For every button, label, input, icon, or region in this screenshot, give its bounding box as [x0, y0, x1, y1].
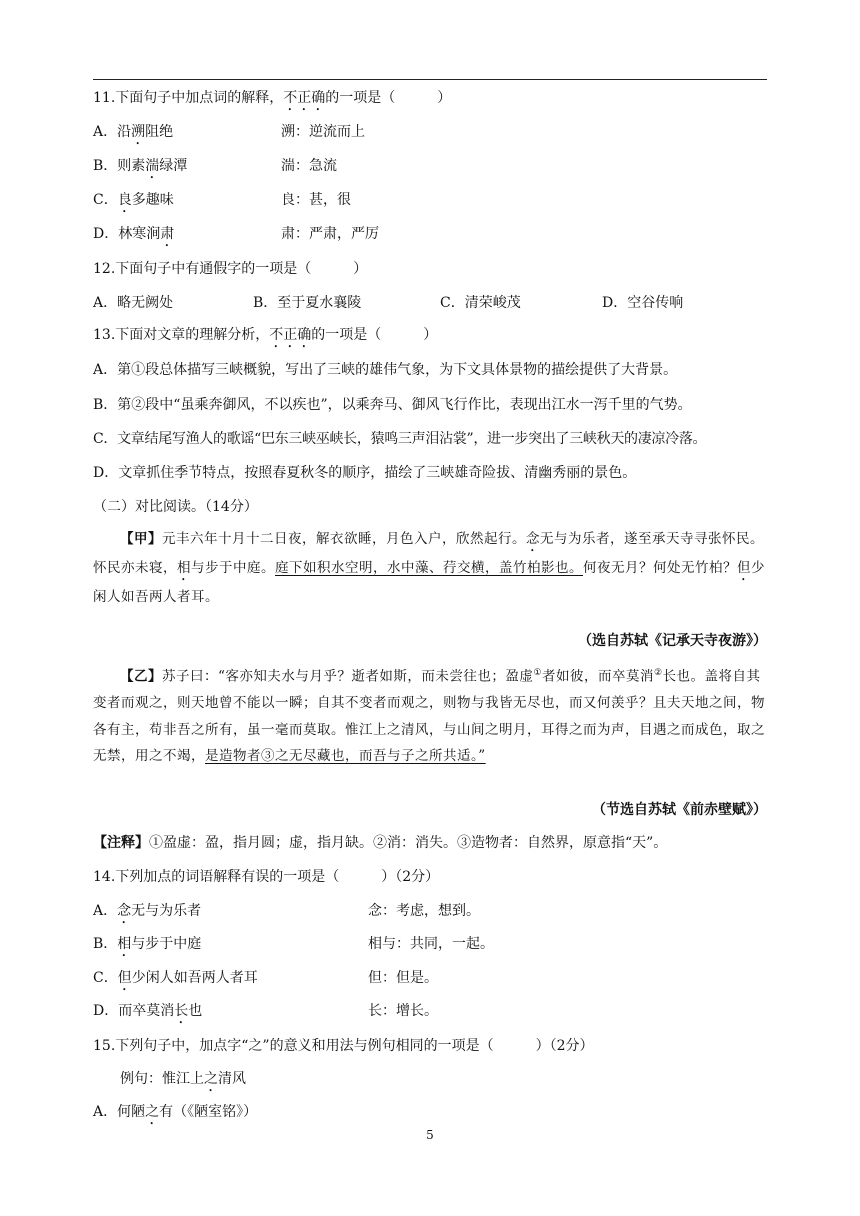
yi-note-1: ①	[533, 668, 542, 678]
q11b-explanation: 湍：急流	[281, 158, 337, 174]
q11-option-d	[93, 224, 593, 244]
q11d-pre: D．林寒涧	[93, 226, 161, 242]
jia-source: （选自苏轼《记承天寺夜游》）	[578, 633, 767, 649]
q14-option-b	[93, 934, 693, 954]
q13-stem-dot-2: 正	[283, 327, 298, 343]
passage-yi	[93, 660, 767, 770]
passage-jia	[93, 526, 767, 611]
q13-stem-dot-1: 不	[269, 327, 284, 343]
q11d-dot: 肃	[160, 226, 175, 242]
q15a-dot: 之	[145, 1104, 160, 1120]
q11a-post: 阻绝	[145, 124, 174, 140]
q11c-pre: C．	[93, 192, 118, 208]
q11a-explanation: 溯：逆流而上	[281, 124, 365, 140]
q11-option-a	[93, 122, 593, 142]
q11-stem-tail: 的一项是（ ）	[325, 90, 452, 106]
q14d-post: 也	[188, 1003, 203, 1019]
q11b-post: 绿潭	[159, 158, 188, 174]
q11a-pre: A．沿	[93, 124, 132, 140]
q14-option-c	[93, 968, 693, 988]
q14c-post: 少闲人如吾两人者耳	[131, 970, 258, 986]
q14b-pre: B．	[93, 936, 118, 952]
jia-text-2: 无与为乐者，遂至承天寺寻张怀民。怀民亦未寝，	[93, 531, 764, 576]
q11-option-b	[93, 156, 593, 176]
q14a-explanation: 念：考虑，想到。	[368, 903, 480, 919]
q14b-explanation: 相与：共同，一起。	[368, 936, 494, 952]
q14c-explanation: 但：但是。	[368, 970, 438, 986]
q15-stem: 15.下列句子中，加点字“之”的意义和用法与例句相同的一项是（ ）（2分）	[93, 1038, 594, 1054]
q14a-dot: 念	[117, 903, 132, 919]
yi-source: （节选自苏轼《前赤壁赋》）	[592, 802, 767, 818]
q11a-dot: 溯	[131, 124, 146, 140]
q15-example-pre: 例句：惟江上	[120, 1071, 204, 1087]
yi-text-3: 长也。盖将自其变者而观之，则天地曾不能以一瞬；自其不变者而观之，则物与我皆无尽也，而又何羡乎？且夫天地之间，物各有主，苟非吾之所有，虽一毫而莫取。惟江上之清风，与山间之明月，耳得之而为声，目遇之而成色，取之无禁，用之不竭，	[93, 668, 765, 764]
jia-tag: 【甲】	[120, 531, 162, 547]
q11-option-c	[93, 190, 593, 210]
q14d-pre: D．而卒莫消	[93, 1003, 175, 1019]
q13-stem	[93, 325, 437, 351]
yi-note-2: ②	[653, 668, 663, 678]
yi-tag: 【乙】	[120, 668, 162, 685]
q11c-explanation: 良：甚，很	[281, 192, 351, 208]
q13-stem-text: 13.下面对文章的理解分析，	[93, 327, 270, 343]
q14c-pre: C．	[93, 970, 118, 986]
q11d-explanation: 肃：严肃，严厉	[281, 226, 379, 242]
q12-options	[93, 293, 767, 313]
q15a-post: 有（《陋室铭》）	[159, 1104, 258, 1120]
q12-option-b: B．至于夏水襄陵	[253, 295, 362, 311]
q14a-pre: A．	[93, 903, 118, 919]
q13-stem-dot-3: 确	[297, 327, 312, 343]
q15-example	[120, 1069, 246, 1095]
q14a-post: 无与为乐者	[131, 903, 202, 919]
q13-option-a: A．第①段总体描写三峡概貌，写出了三峡的雄伟气象，为下文具体景物的描绘提供了大背景。	[93, 362, 678, 378]
jia-dot-xiang: 相	[177, 560, 191, 576]
q12-option-c: C．清荣峻茂	[440, 295, 521, 311]
q14-option-d	[93, 1001, 693, 1021]
q15-option-a	[93, 1102, 257, 1128]
jia-text-4: 何夜无月？何处无竹柏？	[583, 560, 737, 576]
q15-example-post: 清风	[218, 1071, 246, 1087]
q12-option-d: D．空谷传响	[602, 295, 684, 311]
jia-text-3: 与步于中庭。	[191, 560, 275, 576]
annotation-note	[93, 833, 667, 853]
q14b-dot: 相	[117, 936, 132, 952]
q11-stem-dot-2: 正	[297, 90, 312, 106]
q11-stem	[93, 88, 451, 114]
header-rule	[93, 79, 767, 80]
q11b-dot: 湍	[145, 158, 160, 174]
q13-option-d: D．文章抓住季节特点，按照春夏秋冬的顺序，描绘了三峡雄奇险拔、清幽秀丽的景色。	[93, 465, 637, 481]
jia-text-5: 少闲人如吾两人者耳。	[93, 560, 765, 605]
q11c-dot: 良	[117, 192, 132, 208]
note-text: ①盈虚：盈，指月圆；虚，指月缺。②消：消失。③造物者：自然界，原意指“天”。	[149, 835, 668, 851]
section-heading: （二）对比阅读。（14分）	[93, 499, 258, 515]
yi-text-2: 者如彼，而卒莫消	[541, 668, 654, 685]
q13-option-b: B．第②段中“虽乘奔御风，不以疾也”，以乘奔马、御风飞行作比，表现出江水一泻千里的气势。	[93, 397, 692, 413]
q14d-explanation: 长：增长。	[368, 1003, 438, 1019]
q11c-post: 多趣味	[131, 192, 174, 208]
q14d-dot: 长	[174, 1003, 189, 1019]
q11b-pre: B．则素	[93, 158, 146, 174]
q11-stem-dot-1: 不	[283, 90, 298, 106]
q12-stem: 12.下面句子中有通假字的一项是（ ）	[93, 261, 368, 277]
q14-option-a	[93, 901, 693, 921]
q12-option-a: A．略无阙处	[93, 295, 174, 311]
q13-stem-tail: 的一项是（ ）	[311, 327, 438, 343]
note-tag: 【注释】	[93, 835, 149, 851]
page-number: 5	[426, 1128, 434, 1142]
q14c-dot: 但	[117, 970, 132, 986]
yi-underlined: 是造物者③之无尽藏也，而吾与子之所共适。”	[205, 748, 486, 764]
q11-stem-text: 11.下面句子中加点词的解释，	[93, 90, 284, 106]
q15a-pre: A．何陋	[93, 1104, 146, 1120]
q14b-post: 与步于中庭	[131, 936, 202, 952]
jia-underlined: 庭下如积水空明，水中藻、荇交横，盖竹柏影也。	[275, 560, 583, 576]
q15-example-dot: 之	[204, 1071, 218, 1087]
q14-stem: 14.下列加点的词语解释有误的一项是（ ）（2分）	[93, 869, 440, 885]
yi-text-1: 苏子曰：“客亦知夫水与月乎？逝者如斯，而未尝往也；盈虚	[162, 668, 534, 685]
q13-option-c: C．文章结尾写渔人的歌谣“巴东三峡巫峡长，猿鸣三声泪沾裳”，进一步突出了三峡秋天的凄凉冷落。	[93, 431, 707, 447]
jia-dot-nian: 念	[526, 531, 540, 547]
jia-text-1: 元丰六年十月十二日夜，解衣欲睡，月色入户，欣然起行。	[162, 531, 526, 547]
jia-dot-dan: 但	[737, 560, 751, 576]
q11-stem-dot-3: 确	[311, 90, 326, 106]
